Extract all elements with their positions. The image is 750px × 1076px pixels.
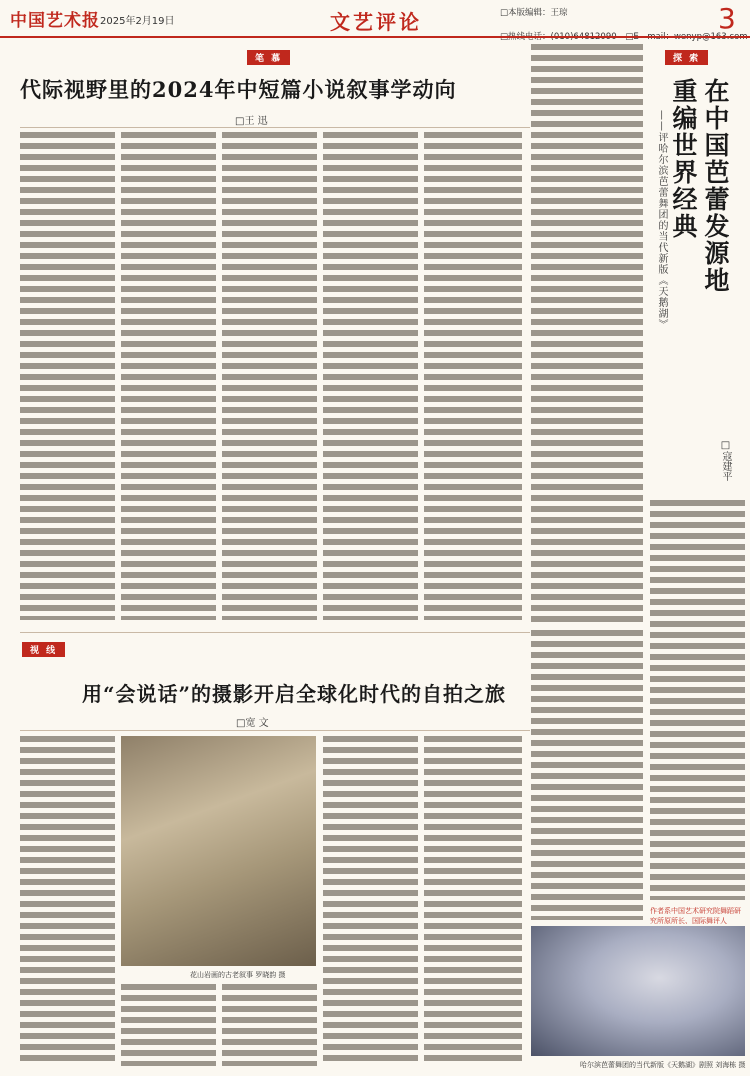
article2-photo	[121, 736, 316, 966]
article2-column-1	[20, 736, 115, 1066]
article2-tag: 视 线	[22, 642, 65, 657]
article3-headline-line1: 在中国芭蕾发源地	[701, 78, 730, 294]
section-title: 文艺评论	[330, 10, 422, 34]
article1-tag: 笔 慕	[247, 50, 290, 65]
credits	[500, 6, 748, 44]
article3-column-c	[650, 500, 745, 900]
article1-column-2	[121, 132, 216, 620]
article3-photo	[531, 926, 745, 1056]
article3-byline: □寇建平	[720, 440, 731, 481]
issue-date: 2025年2月19日	[100, 16, 175, 27]
article1-rule	[20, 127, 530, 128]
article1-headline: 代际视野里的2024年中短篇小说叙事学动向	[20, 77, 457, 102]
masthead	[0, 0, 750, 40]
header-rule	[0, 36, 750, 38]
article3-tag: 探 索	[665, 50, 708, 65]
article2-rule	[20, 730, 530, 731]
page-number: 3	[718, 2, 736, 35]
editor-credit: □本版编辑：王琼	[500, 8, 568, 18]
article1-byline: □王 迅	[235, 116, 268, 127]
article2-column-4	[323, 736, 418, 1066]
article3-column-a	[531, 44, 643, 624]
article3-column-b	[531, 630, 643, 920]
article1-column-5	[424, 132, 522, 620]
article2-column-5	[424, 736, 522, 1066]
article2-column-2	[121, 984, 216, 1066]
section-divider	[20, 632, 530, 633]
article1-column-4	[323, 132, 418, 620]
article2-headline: 用“会说话”的摄影开启全球化时代的自拍之旅	[82, 682, 507, 706]
article1-column-1	[20, 132, 115, 620]
article3-photo-caption: 哈尔滨芭蕾舞团的当代新版《天鹅湖》剧照 刘海栋 摄	[580, 1061, 746, 1069]
article3-author-note: 作者系中国艺术研究院舞蹈研究所原所长、国际舞评人	[650, 907, 741, 925]
article3-subtitle: ——评哈尔滨芭蕾舞团的当代新版《天鹅湖》	[656, 110, 667, 330]
article3-headline-line2: 重编世界经典	[669, 78, 698, 240]
article1-column-3	[222, 132, 317, 620]
article2-column-3	[222, 984, 317, 1066]
article2-photo-caption: 花山岩画的古老叙事 罗晓韵 摄	[190, 971, 286, 979]
article2-byline: □宽 文	[236, 718, 269, 729]
paper-name: 中国艺术报	[10, 11, 100, 31]
